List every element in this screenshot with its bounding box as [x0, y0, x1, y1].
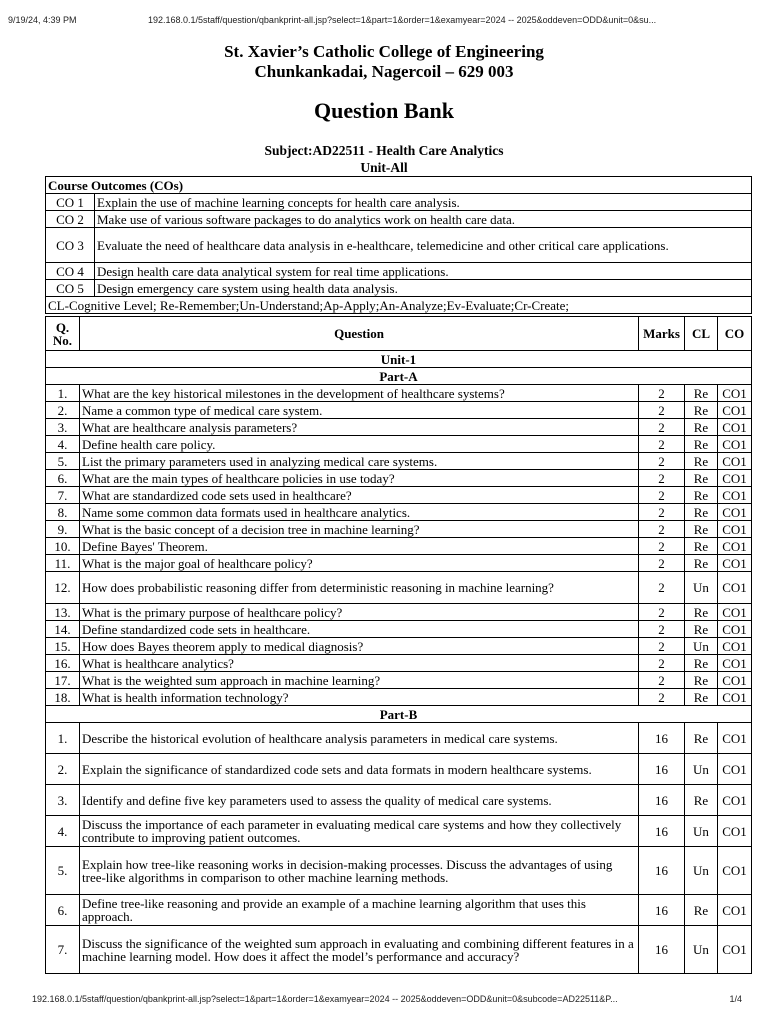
- question-number: 6.: [46, 470, 80, 487]
- question-co: CO1: [718, 419, 752, 436]
- question-co: CO1: [718, 521, 752, 538]
- print-datetime: 9/19/24, 4:39 PM: [8, 15, 77, 25]
- question-co: CO1: [718, 572, 752, 604]
- question-number: 12.: [46, 572, 80, 604]
- question-marks: 2: [639, 504, 685, 521]
- question-cl: Re: [685, 604, 718, 621]
- page-number: 1/4: [729, 994, 742, 1004]
- question-marks: 16: [639, 785, 685, 816]
- question-marks: 16: [639, 754, 685, 785]
- question-text: Define standardized code sets in healthcare.: [80, 621, 639, 638]
- question-cl: Un: [685, 754, 718, 785]
- part-a-label: Part-A: [46, 368, 752, 385]
- subject-line: Subject:AD22511 - Health Care Analytics: [264, 143, 504, 158]
- table-row: [46, 689, 752, 706]
- question-co: CO1: [718, 847, 752, 895]
- print-header: [0, 15, 768, 29]
- print-url: 192.168.0.1/5staff/question/qbankprint-all.jsp?select=1&part=1&order=1&examyear=2024 -- 2025&oddeven=ODD&unit=0&su...: [148, 15, 657, 25]
- question-cl: Re: [685, 723, 718, 754]
- header-co: CO: [718, 317, 752, 351]
- question-text: Discuss the significance of the weighted sum approach in evaluating and combining different features in a machine learning model. How does it affect the model’s performance and accuracy?: [80, 926, 639, 974]
- table-row: [46, 572, 752, 604]
- question-text: Explain how tree-like reasoning works in decision-making processes. Discuss the advantages of using tree-like algorithms in comparison to other machine learning methods.: [80, 847, 639, 895]
- question-text: Define tree-like reasoning and provide an example of a machine learning algorithm that uses this approach.: [80, 895, 639, 926]
- question-co: CO1: [718, 895, 752, 926]
- co-code: CO 1: [46, 194, 95, 211]
- part-b-label: Part-B: [46, 706, 752, 723]
- question-cl: Re: [685, 785, 718, 816]
- question-marks: 2: [639, 689, 685, 706]
- question-marks: 2: [639, 521, 685, 538]
- table-row: [46, 555, 752, 572]
- question-text: Define Bayes' Theorem.: [80, 538, 639, 555]
- question-marks: 2: [639, 453, 685, 470]
- question-cl: Re: [685, 895, 718, 926]
- table-row: [46, 655, 752, 672]
- question-marks: 2: [639, 572, 685, 604]
- question-number: 15.: [46, 638, 80, 655]
- question-co: CO1: [718, 487, 752, 504]
- question-text: How does Bayes theorem apply to medical diagnosis?: [80, 638, 639, 655]
- question-number: 3.: [46, 419, 80, 436]
- college-header: [0, 42, 768, 82]
- question-text: Name a common type of medical care system.: [80, 402, 639, 419]
- question-cl: Re: [685, 555, 718, 572]
- question-number: 11.: [46, 555, 80, 572]
- question-cl: Re: [685, 470, 718, 487]
- question-number: 1.: [46, 385, 80, 402]
- question-number: 7.: [46, 487, 80, 504]
- co-text: Design emergency care system using health data analysis.: [95, 280, 752, 297]
- question-cl: Un: [685, 847, 718, 895]
- question-co: CO1: [718, 385, 752, 402]
- table-row: [46, 385, 752, 402]
- footer-url: 192.168.0.1/5staff/question/qbankprint-all.jsp?select=1&part=1&order=1&examyear=2024 -- 2025&oddeven=ODD&unit=0&subcode=AD22511&P...: [32, 994, 618, 1004]
- question-cl: Re: [685, 419, 718, 436]
- co-code: CO 5: [46, 280, 95, 297]
- question-number: 4.: [46, 816, 80, 847]
- question-co: CO1: [718, 604, 752, 621]
- table-row: [46, 621, 752, 638]
- cognitive-level-legend: CL-Cognitive Level; Re-Remember;Un-Understand;Ap-Apply;An-Analyze;Ev-Evaluate;Cr-Create;: [46, 297, 752, 314]
- table-row: [46, 419, 752, 436]
- question-marks: 16: [639, 926, 685, 974]
- question-co: CO1: [718, 470, 752, 487]
- question-text: How does probabilistic reasoning differ from deterministic reasoning in machine learning?: [80, 572, 639, 604]
- question-cl: Re: [685, 655, 718, 672]
- table-row: [46, 847, 752, 895]
- question-co: CO1: [718, 453, 752, 470]
- question-cl: Un: [685, 926, 718, 974]
- question-marks: 16: [639, 847, 685, 895]
- co-code: CO 2: [46, 211, 95, 228]
- question-marks: 2: [639, 638, 685, 655]
- question-co: CO1: [718, 402, 752, 419]
- co-row: [46, 194, 752, 211]
- question-co: CO1: [718, 672, 752, 689]
- question-cl: Re: [685, 621, 718, 638]
- question-number: 14.: [46, 621, 80, 638]
- question-cl: Re: [685, 504, 718, 521]
- question-cl: Re: [685, 689, 718, 706]
- college-name: St. Xavier’s Catholic College of Engineering: [224, 42, 544, 61]
- question-cl: Un: [685, 816, 718, 847]
- question-co: CO1: [718, 689, 752, 706]
- question-text: Identify and define five key parameters used to assess the quality of medical care systems.: [80, 785, 639, 816]
- question-marks: 2: [639, 436, 685, 453]
- question-co: CO1: [718, 621, 752, 638]
- question-marks: 2: [639, 555, 685, 572]
- header-marks: Marks: [639, 317, 685, 351]
- question-text: Describe the historical evolution of healthcare analysis parameters in medical care systems.: [80, 723, 639, 754]
- question-text: What are the main types of healthcare policies in use today?: [80, 470, 639, 487]
- question-cl: Re: [685, 538, 718, 555]
- table-row: [46, 504, 752, 521]
- co-row: [46, 263, 752, 280]
- question-cl: Un: [685, 572, 718, 604]
- question-text: Discuss the importance of each parameter in evaluating medical care systems and how they collectively contribute to improving patient outcomes.: [80, 816, 639, 847]
- question-text: Define health care policy.: [80, 436, 639, 453]
- table-row: [46, 672, 752, 689]
- question-marks: 2: [639, 419, 685, 436]
- table-row: [46, 487, 752, 504]
- question-marks: 16: [639, 723, 685, 754]
- question-co: CO1: [718, 638, 752, 655]
- question-marks: 2: [639, 402, 685, 419]
- question-text: What is the basic concept of a decision tree in machine learning?: [80, 521, 639, 538]
- question-number: 17.: [46, 672, 80, 689]
- table-row: [46, 816, 752, 847]
- table-row: [46, 538, 752, 555]
- question-marks: 2: [639, 621, 685, 638]
- table-row: [46, 895, 752, 926]
- co-text: Make use of various software packages to do analytics work on health care data.: [95, 211, 752, 228]
- question-co: CO1: [718, 785, 752, 816]
- table-row: [46, 402, 752, 419]
- question-number: 16.: [46, 655, 80, 672]
- question-cl: Re: [685, 453, 718, 470]
- table-row: [46, 521, 752, 538]
- college-address: Chunkankadai, Nagercoil – 629 003: [254, 62, 514, 81]
- co-row: [46, 211, 752, 228]
- question-cl: Re: [685, 521, 718, 538]
- table-row: [46, 436, 752, 453]
- co-row: [46, 280, 752, 297]
- header-question: Question: [80, 317, 639, 351]
- question-number: 13.: [46, 604, 80, 621]
- question-text: What are healthcare analysis parameters?: [80, 419, 639, 436]
- question-cl: Re: [685, 436, 718, 453]
- questions-table: [45, 316, 752, 974]
- header-cl: CL: [685, 317, 718, 351]
- question-number: 3.: [46, 785, 80, 816]
- question-number: 2.: [46, 402, 80, 419]
- unit-scope: Unit-All: [360, 160, 408, 175]
- question-cl: Re: [685, 402, 718, 419]
- question-co: CO1: [718, 816, 752, 847]
- question-text: What is healthcare analytics?: [80, 655, 639, 672]
- co-text: Evaluate the need of healthcare data analysis in e-healthcare, telemedicine and other critical care applications.: [95, 228, 752, 263]
- question-number: 4.: [46, 436, 80, 453]
- question-number: 8.: [46, 504, 80, 521]
- question-text: What are standardized code sets used in healthcare?: [80, 487, 639, 504]
- unit-label: Unit-1: [46, 351, 752, 368]
- question-marks: 2: [639, 604, 685, 621]
- question-text: List the primary parameters used in analyzing medical care systems.: [80, 453, 639, 470]
- subject-block: [0, 142, 768, 176]
- question-number: 1.: [46, 723, 80, 754]
- question-marks: 2: [639, 470, 685, 487]
- question-marks: 2: [639, 672, 685, 689]
- question-number: 18.: [46, 689, 80, 706]
- question-text: Name some common data formats used in healthcare analytics.: [80, 504, 639, 521]
- question-co: CO1: [718, 436, 752, 453]
- question-co: CO1: [718, 504, 752, 521]
- question-text: Explain the significance of standardized code sets and data formats in modern healthcare systems.: [80, 754, 639, 785]
- table-row: [46, 638, 752, 655]
- question-number: 6.: [46, 895, 80, 926]
- question-marks: 16: [639, 895, 685, 926]
- question-marks: 2: [639, 385, 685, 402]
- question-marks: 2: [639, 655, 685, 672]
- table-row: [46, 754, 752, 785]
- co-text: Design health care data analytical system for real time applications.: [95, 263, 752, 280]
- question-number: 7.: [46, 926, 80, 974]
- question-number: 5.: [46, 453, 80, 470]
- page-title: Question Bank: [314, 98, 454, 123]
- question-cl: Re: [685, 487, 718, 504]
- question-co: CO1: [718, 655, 752, 672]
- question-marks: 16: [639, 816, 685, 847]
- table-row: [46, 470, 752, 487]
- question-marks: 2: [639, 538, 685, 555]
- question-marks: 2: [639, 487, 685, 504]
- question-cl: Re: [685, 385, 718, 402]
- question-cl: Re: [685, 672, 718, 689]
- question-cl: Un: [685, 638, 718, 655]
- print-footer: [0, 994, 768, 1008]
- question-text: What is the primary purpose of healthcare policy?: [80, 604, 639, 621]
- question-text: What is health information technology?: [80, 689, 639, 706]
- question-co: CO1: [718, 754, 752, 785]
- header-qno: Q. No.: [46, 317, 80, 351]
- course-outcomes-table: [45, 176, 752, 314]
- question-co: CO1: [718, 723, 752, 754]
- table-row: [46, 926, 752, 974]
- table-row: [46, 604, 752, 621]
- question-text: What is the weighted sum approach in machine learning?: [80, 672, 639, 689]
- question-number: 9.: [46, 521, 80, 538]
- question-co: CO1: [718, 538, 752, 555]
- co-row: [46, 228, 752, 263]
- table-row: [46, 453, 752, 470]
- table-row: [46, 785, 752, 816]
- question-co: CO1: [718, 926, 752, 974]
- question-number: 10.: [46, 538, 80, 555]
- question-co: CO1: [718, 555, 752, 572]
- question-text: What is the major goal of healthcare policy?: [80, 555, 639, 572]
- co-heading: Course Outcomes (COs): [46, 177, 752, 194]
- question-number: 2.: [46, 754, 80, 785]
- question-number: 5.: [46, 847, 80, 895]
- co-text: Explain the use of machine learning concepts for health care analysis.: [95, 194, 752, 211]
- table-row: [46, 723, 752, 754]
- co-code: CO 4: [46, 263, 95, 280]
- co-code: CO 3: [46, 228, 95, 263]
- question-text: What are the key historical milestones in the development of healthcare systems?: [80, 385, 639, 402]
